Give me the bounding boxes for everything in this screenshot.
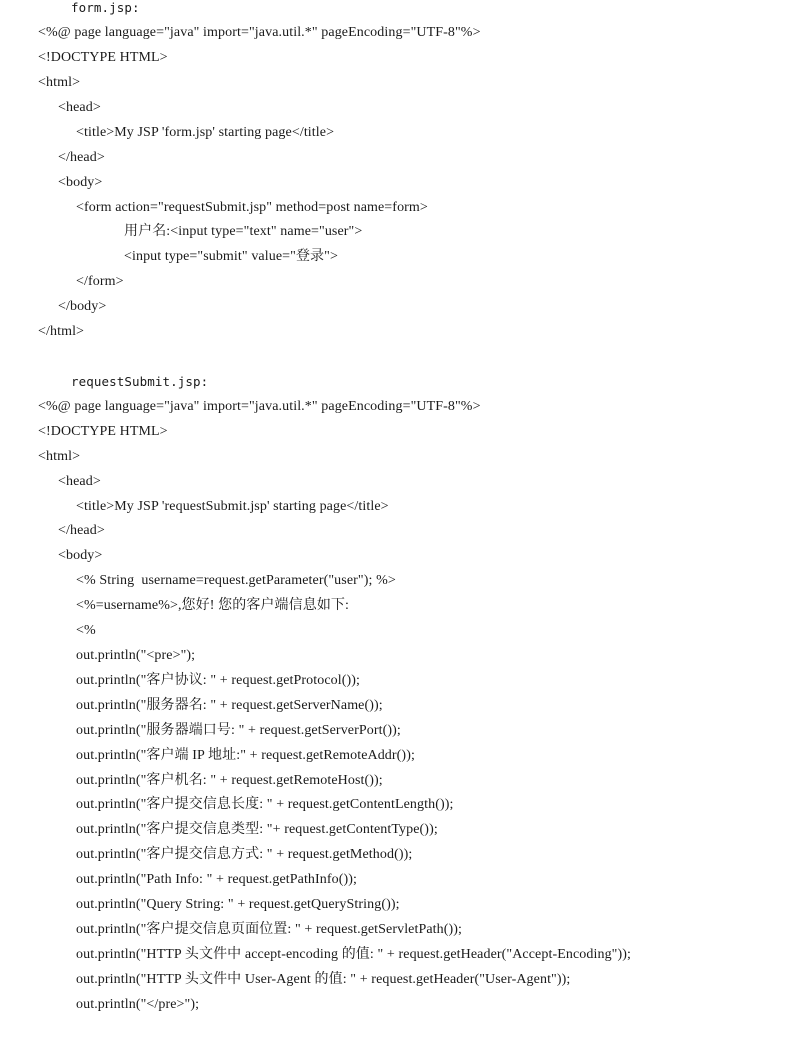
code-line: out.println("客户机名: " + request.getRemoteHost()); bbox=[76, 773, 383, 788]
code-line: </body> bbox=[58, 299, 107, 314]
code-line: </html> bbox=[38, 324, 85, 339]
code-line: <%@ page language="java" import="java.util.*" pageEncoding="UTF-8"%> bbox=[38, 25, 481, 40]
code-line: <input type="submit" value="登录"> bbox=[124, 249, 338, 264]
code-line: <form action="requestSubmit.jsp" method=post name=form> bbox=[76, 200, 428, 215]
code-line: <body> bbox=[58, 548, 103, 563]
code-line: out.println("客户协议: " + request.getProtocol()); bbox=[76, 673, 361, 688]
code-line: out.println("客户端 IP 地址:" + request.getRemoteAddr()); bbox=[76, 748, 415, 763]
code-line: <%@ page language="java" import="java.util.*" pageEncoding="UTF-8"%> bbox=[38, 399, 481, 414]
code-line: out.println("HTTP 头文件中 User-Agent 的值: " + request.getHeader("User-Agent")); bbox=[76, 972, 571, 987]
code-line: <% bbox=[76, 623, 96, 638]
code-line: out.println("客户提交信息长度: " + request.getContentLength()); bbox=[76, 797, 454, 812]
code-line: 用户名:<input type="text" name="user"> bbox=[124, 224, 363, 239]
code-line: </form> bbox=[76, 274, 124, 289]
code-line: <title>My JSP 'requestSubmit.jsp' starting page</title> bbox=[76, 499, 389, 514]
code-line: <!DOCTYPE HTML> bbox=[38, 424, 168, 439]
code-line: out.println("客户提交信息方式: " + request.getMethod()); bbox=[76, 847, 413, 862]
code-line: out.println("客户提交信息类型: "+ request.getContentType()); bbox=[76, 822, 438, 837]
code-line: out.println("Path Info: " + request.getPathInfo()); bbox=[76, 872, 358, 887]
form-jsp-caption: form.jsp: bbox=[71, 0, 140, 15]
code-line: <html> bbox=[38, 449, 81, 464]
code-line: <head> bbox=[58, 474, 101, 489]
code-line: </head> bbox=[58, 150, 105, 165]
code-line: out.println("<pre>"); bbox=[76, 648, 196, 663]
code-line: <body> bbox=[58, 175, 103, 190]
request-submit-jsp-caption: requestSubmit.jsp: bbox=[71, 374, 209, 389]
code-line: <head> bbox=[58, 100, 101, 115]
code-line: <%=username%>,您好! 您的客户端信息如下: bbox=[76, 598, 350, 613]
code-line: <html> bbox=[38, 75, 81, 90]
code-line: out.println("服务器端口号: " + request.getServerPort()); bbox=[76, 723, 401, 738]
code-line: </head> bbox=[58, 523, 105, 538]
code-line: <!DOCTYPE HTML> bbox=[38, 50, 168, 65]
code-line: out.println("客户提交信息页面位置: " + request.getServletPath()); bbox=[76, 922, 463, 937]
code-line: <% String username=request.getParameter("user"); %> bbox=[76, 573, 396, 588]
code-line: out.println("服务器名: " + request.getServerName()); bbox=[76, 698, 383, 713]
code-line: out.println("HTTP 头文件中 accept-encoding 的值: " + request.getHeader("Accept-Encoding")); bbox=[76, 947, 632, 962]
code-line: out.println("Query String: " + request.getQueryString()); bbox=[76, 897, 400, 912]
code-line: out.println("</pre>"); bbox=[76, 997, 200, 1012]
code-line: <title>My JSP 'form.jsp' starting page</title> bbox=[76, 125, 335, 140]
